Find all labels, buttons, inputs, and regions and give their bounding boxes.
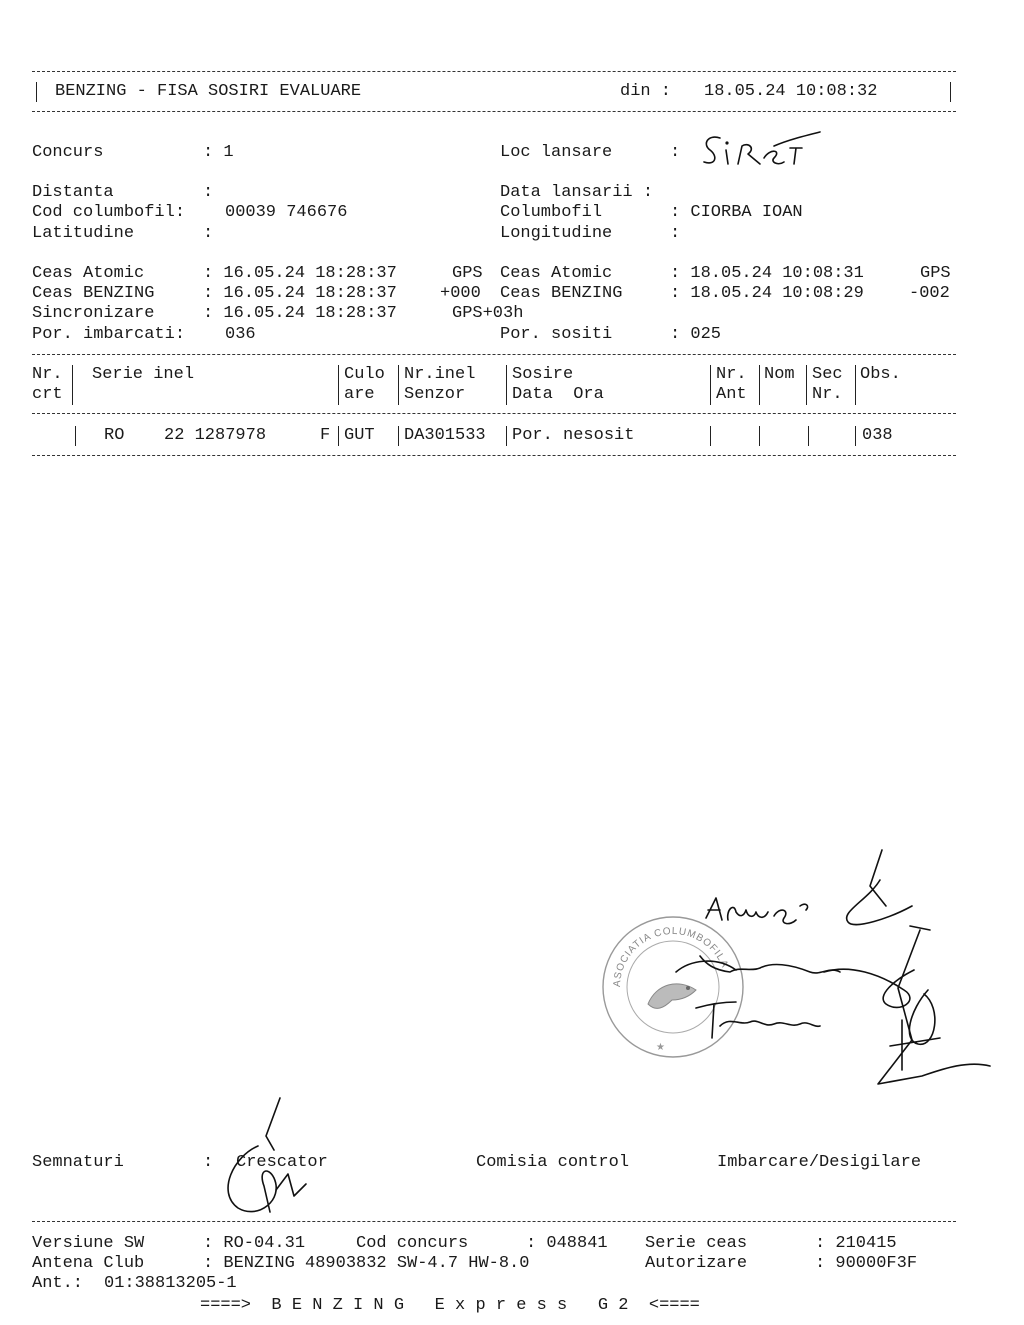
ceas-atomic-right-value: : 18.05.24 10:08:31 xyxy=(670,264,864,283)
loc-lansare-sep: : xyxy=(670,143,681,162)
col-culoare-header-2: are xyxy=(344,385,375,404)
cell-culoare: GUT xyxy=(344,426,375,445)
distanta-label: Distanta xyxy=(32,183,114,202)
loc-lansare-label: Loc lansare xyxy=(500,143,613,162)
col-nr-ant-header-1: Nr. xyxy=(716,365,747,384)
col-sosire-header-2: Data Ora xyxy=(512,385,604,404)
columbofil-value: : CIORBA IOAN xyxy=(670,203,803,222)
serie-ceas-value: : 210415 xyxy=(815,1234,897,1253)
col-divider xyxy=(398,426,399,446)
por-sositi-value: : 025 xyxy=(670,325,722,344)
ceas-benzing-right-value: : 18.05.24 10:08:29 xyxy=(670,284,864,303)
distanta-sep: : xyxy=(203,183,214,202)
cell-tara: RO xyxy=(104,426,125,445)
col-nr-crt-header-1: Nr. xyxy=(32,365,63,384)
ceas-benzing-right-suffix: -002 xyxy=(909,284,950,303)
ceas-benzing-left-label: Ceas BENZING xyxy=(32,284,155,303)
header-top-rule xyxy=(32,71,956,72)
longitudine-sep: : xyxy=(670,224,681,243)
versiune-sw-value: : RO-04.31 xyxy=(203,1234,306,1253)
cell-serie: 22 1287978 xyxy=(164,426,267,445)
cell-obs: 038 xyxy=(862,426,893,445)
cell-sosire: Por. nesosit xyxy=(512,426,635,445)
cod-columbofil-label: Cod columbofil: xyxy=(32,203,186,222)
imbarcare-desigilare-label: Imbarcare/Desigilare xyxy=(717,1153,922,1172)
ceas-atomic-left-suffix: GPS xyxy=(452,264,483,283)
col-nr-inel-header-1: Nr.inel xyxy=(404,365,476,384)
loc-lansare-handwritten xyxy=(698,128,823,170)
cod-concurs-value: : 048841 xyxy=(526,1234,608,1253)
col-divider xyxy=(710,426,711,446)
col-divider xyxy=(338,365,339,405)
col-divider xyxy=(855,426,856,446)
concurs-label: Concurs xyxy=(32,143,104,162)
col-serie-inel-header: Serie inel xyxy=(92,365,195,384)
col-divider xyxy=(75,426,76,446)
crescator-label: Crescator xyxy=(236,1153,328,1172)
col-divider xyxy=(338,426,339,446)
stamp-text: ASOCIATIA COLUMBOFILA xyxy=(611,925,731,988)
ceas-atomic-right-label: Ceas Atomic xyxy=(500,264,613,283)
latitudine-label: Latitudine xyxy=(32,224,135,243)
col-divider xyxy=(808,426,809,446)
col-sec-header-2: Nr. xyxy=(812,385,843,404)
cell-senzor: DA301533 xyxy=(404,426,486,445)
sincronizare-value: : 16.05.24 18:28:37 xyxy=(203,304,397,323)
col-nr-inel-header-2: Senzor xyxy=(404,385,466,404)
por-sositi-label: Por. sositi xyxy=(500,325,613,344)
sincronizare-label: Sincronizare xyxy=(32,304,155,323)
columbofil-label: Columbofil xyxy=(500,203,603,222)
commission-signatures xyxy=(640,840,995,1100)
col-nr-ant-header-2: Ant xyxy=(716,385,747,404)
comisia-control-label: Comisia control xyxy=(476,1153,630,1172)
ceas-atomic-left-value: : 16.05.24 18:28:37 xyxy=(203,264,397,283)
col-divider xyxy=(759,426,760,446)
din-value: 18.05.24 10:08:32 xyxy=(704,82,878,101)
table-bottom-rule xyxy=(32,455,956,456)
col-divider xyxy=(398,365,399,405)
footer-rule xyxy=(32,1221,956,1222)
semnaturi-label: Semnaturi xyxy=(32,1153,124,1172)
ceas-benzing-left-suffix: +000 xyxy=(440,284,481,303)
concurs-value: : 1 xyxy=(203,143,234,162)
col-obs-header: Obs. xyxy=(860,365,901,384)
col-divider xyxy=(710,365,711,405)
col-divider xyxy=(806,365,807,405)
col-divider xyxy=(506,365,507,405)
col-divider xyxy=(72,365,73,405)
table-top-rule xyxy=(32,354,956,355)
din-label: din : xyxy=(620,82,672,101)
cod-concurs-label: Cod concurs xyxy=(356,1234,469,1253)
por-imbarcati-label: Por. imbarcati: xyxy=(32,325,186,344)
svg-text:★: ★ xyxy=(656,1042,665,1053)
ant-label: Ant.: xyxy=(32,1274,84,1293)
ant-value: 01:38813205-1 xyxy=(104,1274,237,1293)
ceas-benzing-right-label: Ceas BENZING xyxy=(500,284,623,303)
col-sosire-header-1: Sosire xyxy=(512,365,574,384)
document-title: BENZING - FISA SOSIRI EVALUARE xyxy=(55,82,362,101)
latitudine-sep: : xyxy=(203,224,214,243)
benzing-banner: ====> B E N Z I N G E x p r e s s G 2 <==== xyxy=(200,1296,700,1315)
header-right-border xyxy=(950,82,951,102)
header-left-border xyxy=(36,82,37,102)
sincronizare-suffix: GPS+03h xyxy=(452,304,524,323)
col-divider xyxy=(506,426,507,446)
col-culoare-header-1: Culo xyxy=(344,365,385,384)
autorizare-value: : 90000F3F xyxy=(815,1254,918,1273)
col-divider xyxy=(759,365,760,405)
table-header-rule xyxy=(32,413,956,414)
ceas-atomic-right-suffix: GPS xyxy=(920,264,951,283)
semnaturi-sep: : xyxy=(203,1153,214,1172)
por-imbarcati-value: 036 xyxy=(225,325,256,344)
serie-ceas-label: Serie ceas xyxy=(645,1234,748,1253)
antena-club-value: : BENZING 48903832 SW-4.7 HW-8.0 xyxy=(203,1254,530,1273)
ceas-benzing-left-value: : 16.05.24 18:28:37 xyxy=(203,284,397,303)
col-sec-header-1: Sec xyxy=(812,365,843,384)
cod-columbofil-value: 00039 746676 xyxy=(225,203,348,222)
data-lansarii-label: Data lansarii : xyxy=(500,183,654,202)
col-divider xyxy=(855,365,856,405)
ceas-atomic-left-label: Ceas Atomic xyxy=(32,264,145,283)
autorizare-label: Autorizare xyxy=(645,1254,748,1273)
versiune-sw-label: Versiune SW xyxy=(32,1234,145,1253)
antena-club-label: Antena Club xyxy=(32,1254,145,1273)
header-bottom-rule xyxy=(32,111,956,112)
cell-sex: F xyxy=(320,426,331,445)
col-nom-header: Nom xyxy=(764,365,795,384)
longitudine-label: Longitudine xyxy=(500,224,613,243)
col-nr-crt-header-2: crt xyxy=(32,385,63,404)
